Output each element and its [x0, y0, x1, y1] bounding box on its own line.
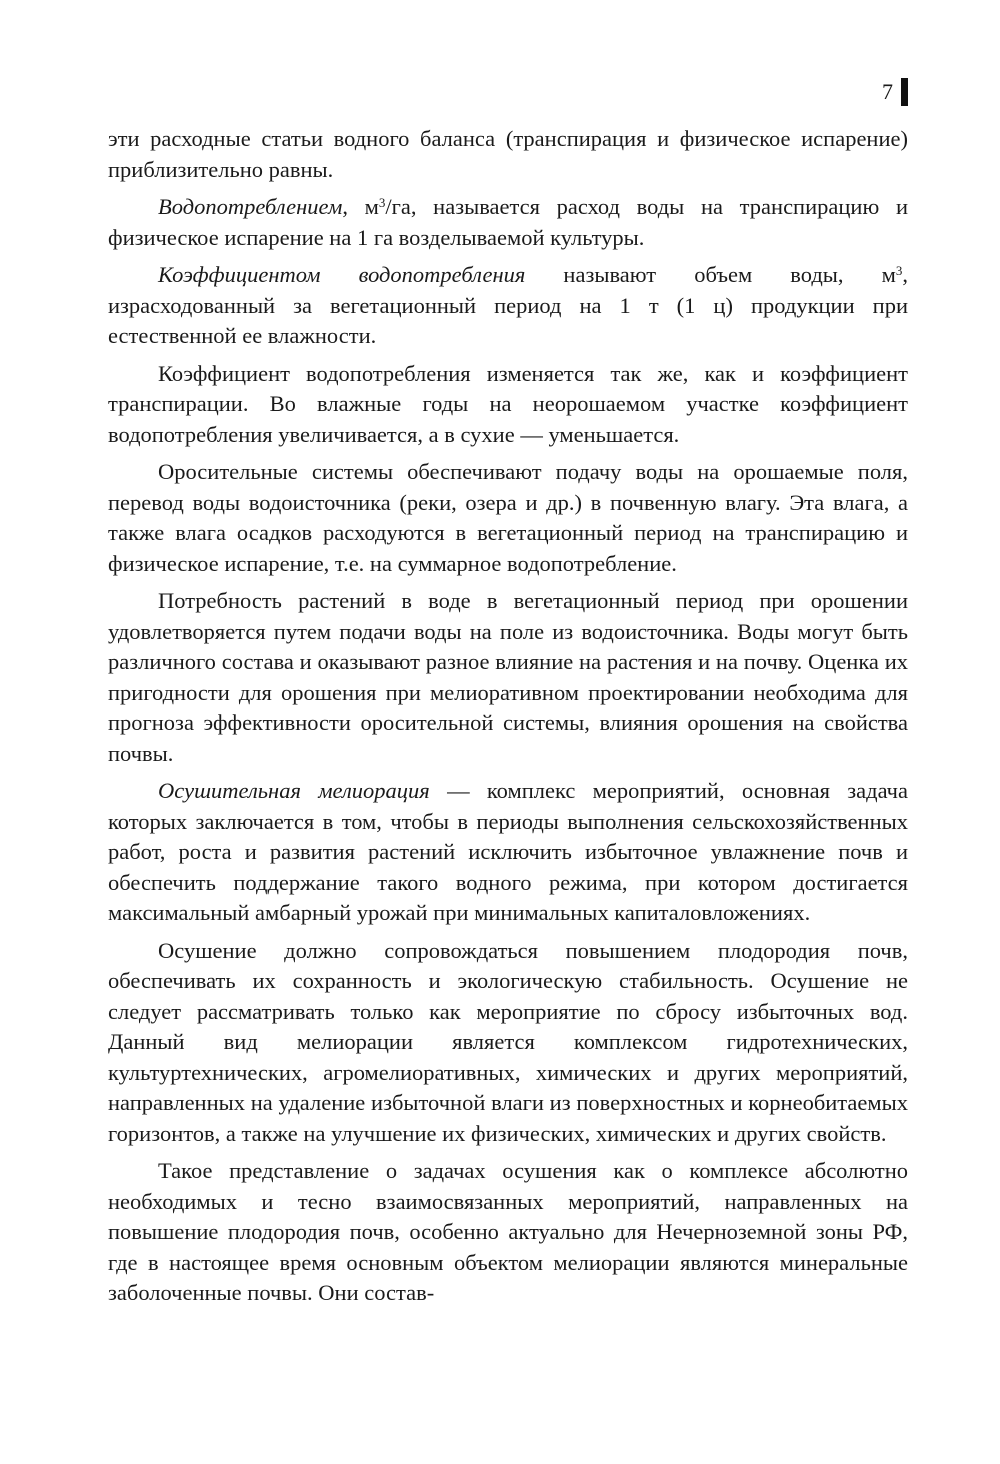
paragraph-5-text: Оросительные системы обеспечивают подачу воды на орошаемые поля, перевод воды водоисточника (реки, озера и др.) в почвенную влагу. Эта влага, а также влага осадков расходуются в вегетационный период на транспирацию и физическое испарение, т.е. на суммарное водопотребление.: [108, 459, 908, 576]
page-header: [882, 78, 908, 106]
paragraph-3: [108, 260, 908, 352]
term-water-consumption: Водопотреблением: [158, 194, 343, 219]
paragraph-8-text: Осушение должно сопровождаться повышением плодородия почв, обеспечивать их сохранность и экологическую стабильность. Осушение не следует рассматривать только как мероприятие по сбросу избыточных вод. Данный вид мелиорации является комплексом гидротехнических, культуртехнических, агромелиоративных, химических и других мероприятий, направленных на удаление избыточной влаги из поверхностных и корнеобитаемых горизонтов, а также на улучшение их физических, химических и других свойств.: [108, 937, 908, 1146]
paragraph-6-text: Потребность растений в воде в вегетационный период при орошении удовлетворяется путем подачи воды на поле из водоисточника. Воды могут быть различного состава и оказывают разное влияние на растения и на почву. Оценка их пригодности для орошения при мелиоративном проектировании необходима для прогноза эффективности оросительной системы, влияния орошения на свойства почвы.: [108, 588, 908, 766]
paragraph-2-text: /га, называется расход воды на транспирацию и физическое испарение на 1 га возделываемой культуры.: [108, 194, 908, 250]
paragraph-2-unit: , м: [342, 194, 379, 219]
paragraph-4: [108, 359, 908, 451]
paragraph-7-text: — комплекс мероприятий, основная задача которых заключается в том, чтобы в периоды выполнения сельскохозяйственных работ, роста и развития растений исключить избыточное увлажнение почв и обеспечить поддержание такого водного режима, при котором достигается максимальный амбарный урожай при минимальных капиталовложениях.: [108, 778, 908, 925]
paragraph-1-text: эти расходные статьи водного баланса (транспирация и физическое испарение) приблизительно равны.: [108, 126, 908, 182]
term-water-consumption-coefficient: Коэффициентом водопотребления: [158, 262, 526, 287]
paragraph-7: [108, 776, 908, 929]
paragraph-3-superscript: 3: [895, 262, 903, 278]
page-marker-bar: [901, 78, 908, 106]
paragraph-9-text: Такое представление о задачах осушения как о комплексе абсолютно необходимых и тесно взаимосвязанных мероприятий, направленных на повышение плодородия почв, особенно актуально для Нечерноземной зоны РФ, где в настоящее время основным объектом мелиорации являются минеральные заболоченные почвы. Они состав-: [108, 1158, 908, 1305]
paragraph-2-unit-superscript: 3: [378, 194, 386, 210]
paragraph-3-text-after: , израсходованный за вегетационный период на 1 т (1 ц) продукции при естественной ее влажности.: [108, 262, 908, 348]
page-body: [108, 124, 908, 1309]
paragraph-4-text: Коэффициент водопотребления изменяется так же, как и коэффициент транспирации. Во влажные годы на неорошаемом участке коэффициент водопотребления увеличивается, а в сухие — уменьшается.: [108, 360, 908, 447]
paragraph-5: [108, 457, 908, 579]
paragraph-6: [108, 586, 908, 769]
page-number: 7: [882, 79, 893, 104]
paragraph-3-text-before: называют объем воды, м: [525, 262, 896, 287]
paragraph-2: [108, 192, 908, 253]
paragraph-9: [108, 1156, 908, 1309]
paragraph-8: [108, 936, 908, 1150]
term-drainage-melioration: Осушительная мелиорация: [158, 778, 430, 803]
paragraph-1: [108, 124, 908, 185]
